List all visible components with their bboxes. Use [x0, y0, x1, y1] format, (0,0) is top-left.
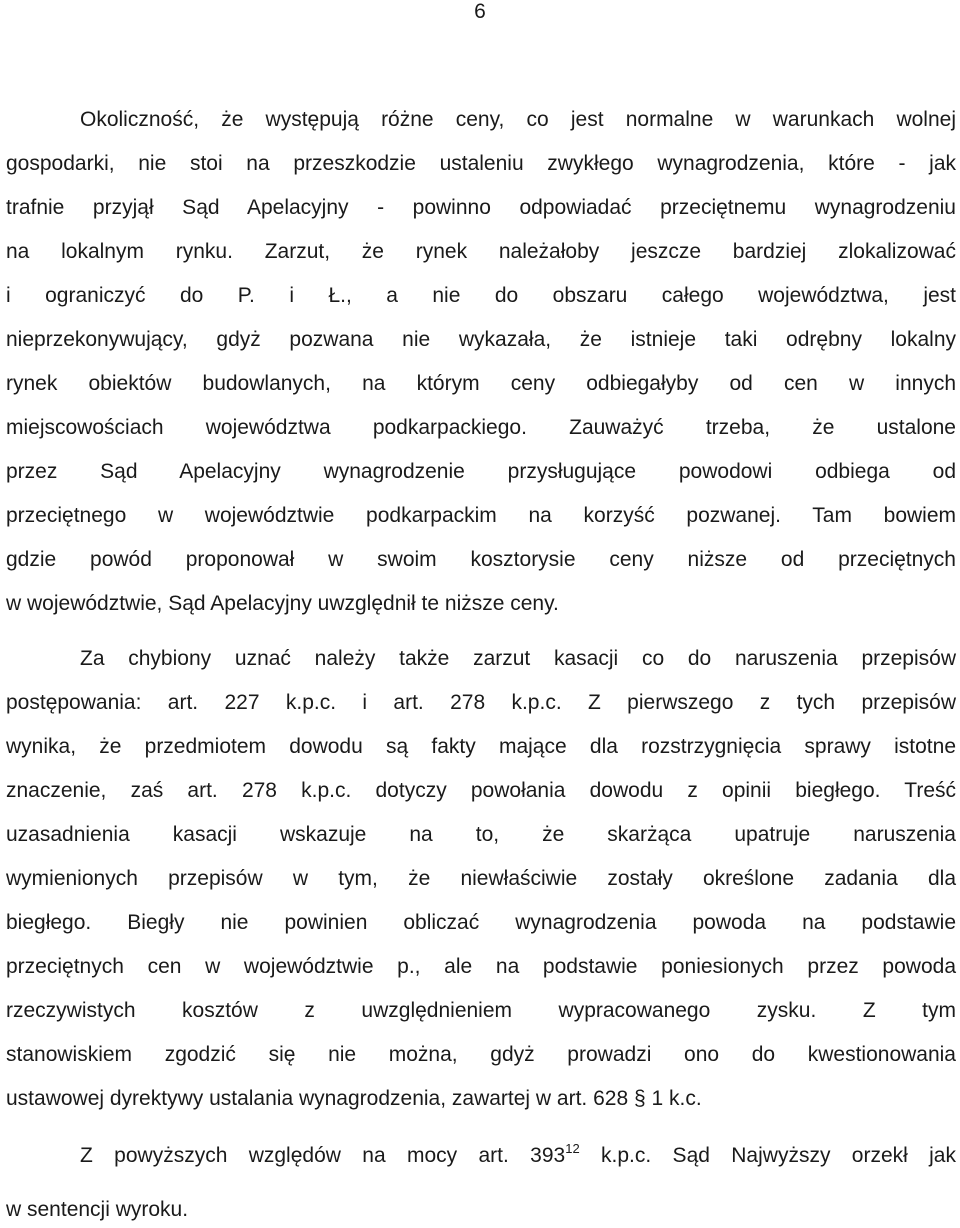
text-line: rzeczywistych kosztów z uwzględnieniem wypracowanego zysku. Z tym: [6, 999, 956, 1022]
text-line: uzasadnienia kasacji wskazuje na to, że skarżąca upatruje naruszenia: [6, 823, 956, 846]
text-line: biegłego. Biegły nie powinien obliczać wynagrodzenia powoda na podstawie: [6, 911, 956, 934]
text-line: przeciętnych cen w województwie p., ale na podstawie poniesionych przez powoda: [6, 955, 956, 978]
text-line: ustawowej dyrektywy ustalania wynagrodzenia, zawartej w art. 628 § 1 k.c.: [6, 1087, 702, 1110]
last-paragraph-text: Z powyższych względów na mocy art. 393: [80, 1144, 566, 1167]
text-line: wymienionych przepisów w tym, że niewłaściwie zostały określone zadania dla: [6, 867, 956, 890]
text-line: Okoliczność, że występują różne ceny, co jest normalne w warunkach wolnej: [80, 108, 956, 131]
text-line: postępowania: art. 227 k.p.c. i art. 278 k.p.c. Z pierwszego z tych przepisów: [6, 691, 956, 714]
text-line: i ograniczyć do P. i Ł., a nie do obszaru całego województwa, jest: [6, 284, 956, 307]
text-line: trafnie przyjął Sąd Apelacyjny - powinno odpowiadać przeciętnemu wynagrodzeniu: [6, 196, 956, 219]
text-line: gospodarki, nie stoi na przeszkodzie ustaleniu zwykłego wynagrodzenia, które - jak: [6, 152, 956, 175]
text-line: znaczenie, zaś art. 278 k.p.c. dotyczy powołania dowodu z opinii biegłego. Treść: [6, 779, 956, 802]
text-line: przez Sąd Apelacyjny wynagrodzenie przysługujące powodowi odbiega od: [6, 460, 956, 483]
text-line: na lokalnym rynku. Zarzut, że rynek należałoby jeszcze bardziej zlokalizować: [6, 240, 956, 263]
text-line: miejscowościach województwa podkarpackiego. Zauważyć trzeba, że ustalone: [6, 416, 956, 439]
text-line: rynek obiektów budowlanych, na którym ceny odbiegałyby od cen w innych: [6, 372, 956, 395]
superscript-12: 12: [565, 1141, 580, 1156]
text-line: przeciętnego w województwie podkarpackim na korzyść pozwanej. Tam bowiem: [6, 504, 956, 527]
text-line-last-paragraph: [6, 1141, 956, 1168]
text-line-final: w sentencji wyroku.: [6, 1198, 189, 1221]
text-line: nieprzekonywujący, gdyż pozwana nie wykazała, że istnieje taki odrębny lokalny: [6, 328, 956, 351]
text-line: Za chybiony uznać należy także zarzut kasacji co do naruszenia przepisów: [80, 647, 956, 670]
text-line: stanowiskiem zgodzić się nie można, gdyż prowadzi ono do kwestionowania: [6, 1043, 956, 1066]
last-paragraph-text-cont: k.p.c. Sąd Najwyższy orzekł jak: [579, 1144, 956, 1167]
text-line: w województwie, Sąd Apelacyjny uwzględnił te niższe ceny.: [6, 592, 559, 615]
text-line: wynika, że przedmiotem dowodu są fakty mające dla rozstrzygnięcia sprawy istotne: [6, 735, 956, 758]
text-line: gdzie powód proponował w swoim kosztorysie ceny niższe od przeciętnych: [6, 548, 956, 571]
page-number: 6: [474, 0, 486, 23]
